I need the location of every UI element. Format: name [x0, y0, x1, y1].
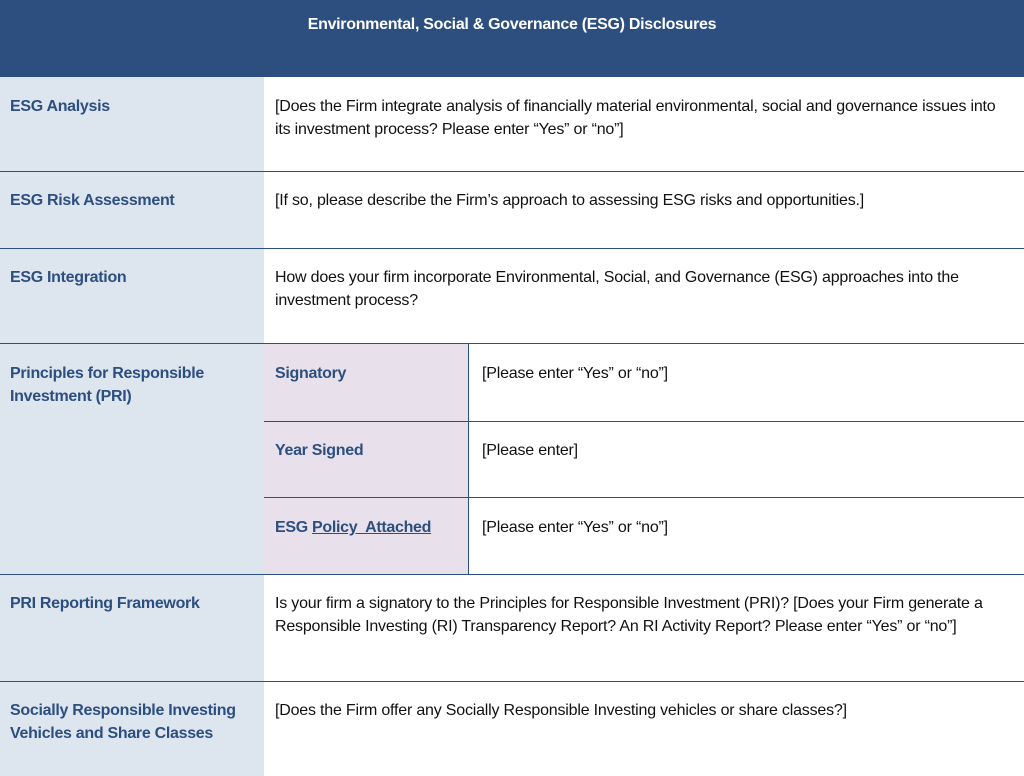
row-label-esg-analysis	[0, 77, 264, 171]
sri-label: Socially Responsible Investing Vehicles and Share Classes	[10, 702, 236, 742]
row-divider	[0, 343, 1024, 344]
signatory-value: [Please enter “Yes” or “no”]	[482, 365, 668, 382]
sub-row-divider	[264, 421, 1024, 422]
row-value-esg-risk	[264, 171, 1024, 248]
year-signed-label: Year Signed	[275, 442, 364, 459]
row-divider	[0, 681, 1024, 682]
signatory-label: Signatory	[275, 365, 347, 382]
esg-integration-label: ESG Integration	[10, 269, 127, 286]
sub-label-esg-policy	[264, 498, 468, 574]
row-value-pri-reporting	[264, 574, 1024, 681]
esg-risk-value: [If so, please describe the Firm’s approach to assessing ESG risks and opportunities.]	[275, 192, 865, 209]
row-label-sri	[0, 681, 264, 776]
row-divider	[0, 574, 1024, 575]
year-signed-value: [Please enter]	[482, 442, 578, 459]
sub-row-divider	[264, 497, 1024, 498]
header-title: Environmental, Social & Governance (ESG) Disclosures	[307, 16, 717, 33]
esg-analysis-value: [Does the Firm integrate analysis of financially material environmental, social and governance issues into its investment process? Please enter “Yes” or “no”]	[275, 98, 996, 138]
esg-analysis-label: ESG Analysis	[10, 98, 110, 115]
column-divider	[468, 344, 469, 574]
sub-label-year-signed	[264, 421, 468, 498]
esg-integration-value: How does your firm incorporate Environmental, Social, and Governance (ESG) approaches into the investment process?	[275, 269, 959, 309]
esg-policy-value: [Please enter “Yes” or “no”]	[482, 519, 668, 536]
row-divider	[0, 171, 1024, 172]
esg-policy-label-prefix: ESG	[275, 519, 313, 536]
sub-value-year-signed	[468, 421, 1024, 498]
row-divider	[0, 248, 1024, 249]
pri-reporting-value: Is your firm a signatory to the Principles for Responsible Investment (PRI)? [Does your Firm generate a Responsible Investing (RI) Transparency Report? An RI Activity Report? Please enter “Yes” or “no”]	[275, 595, 983, 635]
sub-value-esg-policy	[468, 498, 1024, 574]
esg-risk-label: ESG Risk Assessment	[10, 192, 175, 209]
row-value-esg-analysis	[264, 77, 1024, 171]
pri-reporting-label: PRI Reporting Framework	[10, 595, 200, 612]
row-value-esg-integration	[264, 248, 1024, 344]
table-header	[0, 0, 1024, 77]
row-label-esg-risk	[0, 171, 264, 248]
row-value-sri	[264, 681, 1024, 776]
row-label-esg-integration	[0, 248, 264, 344]
pri-label: Principles for Responsible Investment (PRI)	[10, 365, 205, 405]
sub-label-signatory	[264, 344, 468, 421]
esg-policy-attached-link[interactable]: Policy Attached	[312, 519, 432, 536]
sub-value-signatory	[468, 344, 1024, 421]
row-label-pri	[0, 344, 264, 574]
sri-value: [Does the Firm offer any Socially Responsible Investing vehicles or share classes?]	[275, 702, 847, 719]
row-label-pri-reporting	[0, 574, 264, 681]
